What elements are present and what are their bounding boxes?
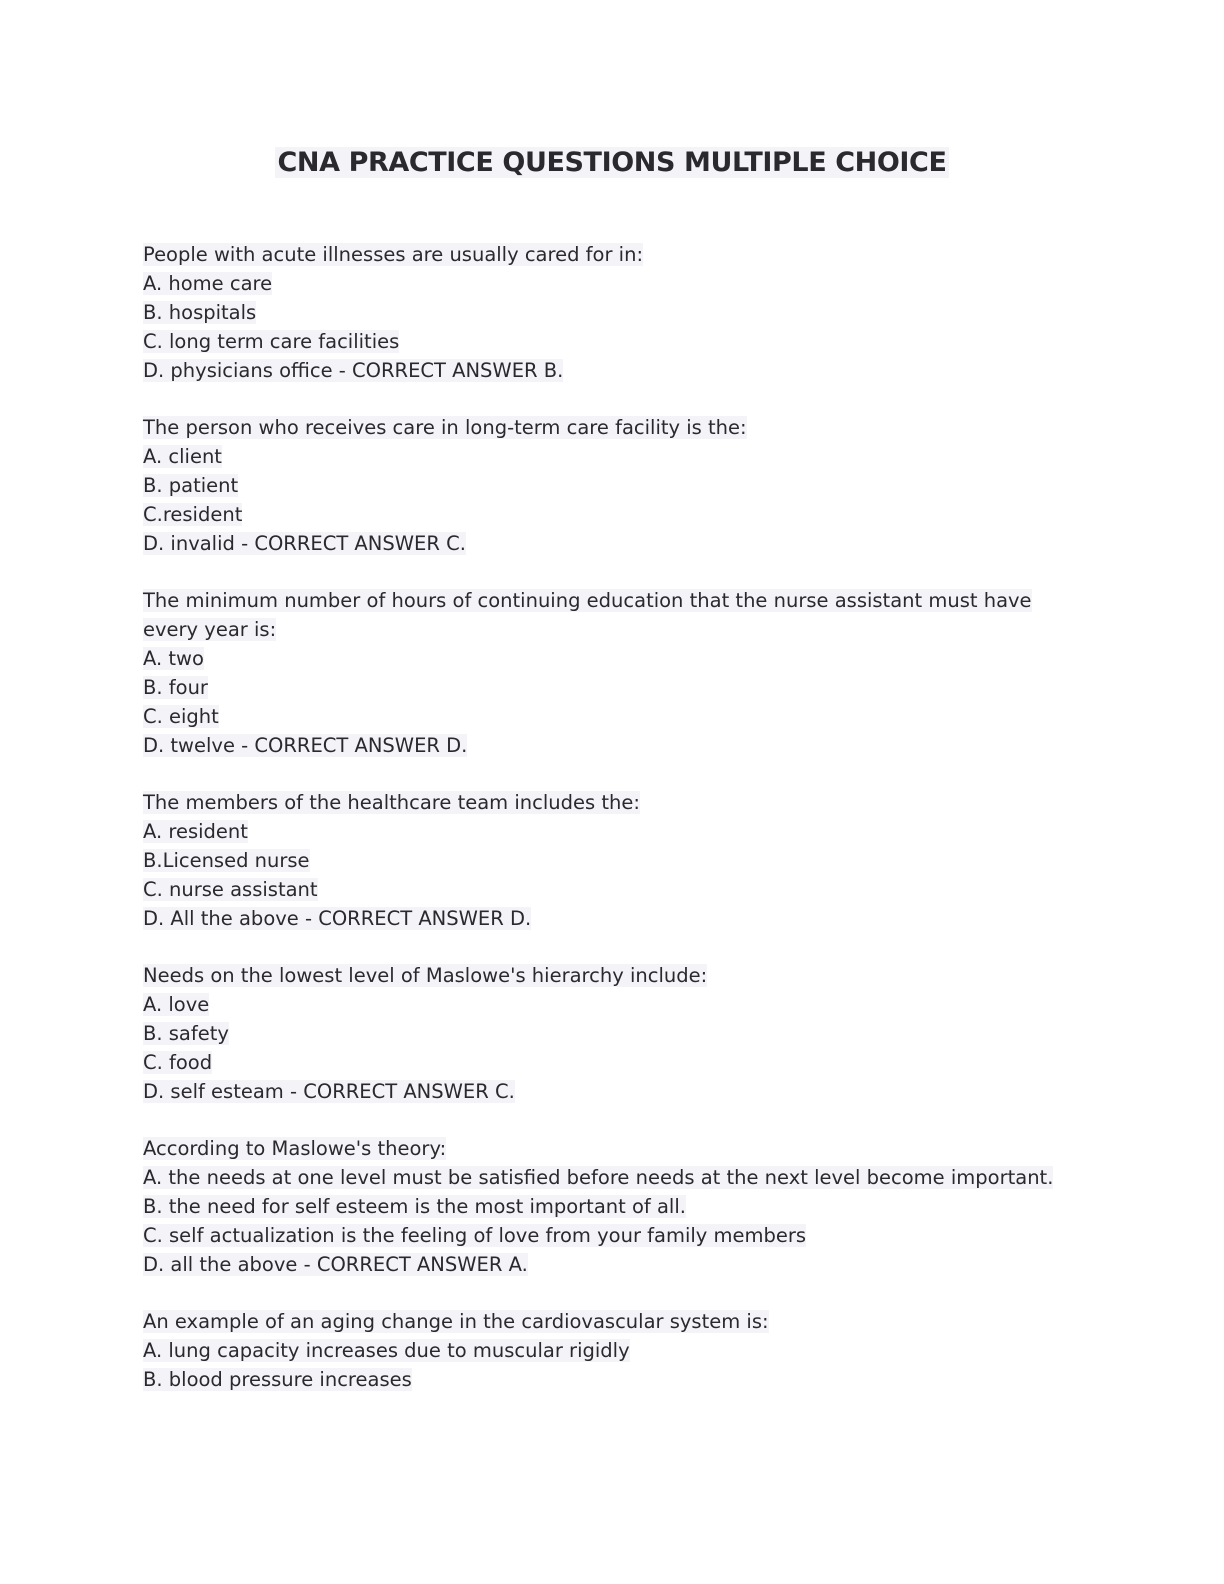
- answer-option: C.resident: [143, 503, 243, 526]
- document-title: CNA PRACTICE QUESTIONS MULTIPLE CHOICE: [277, 147, 947, 178]
- answer-option-with-correct-answer: D. All the above - CORRECT ANSWER D.: [143, 907, 532, 930]
- question-stem: Needs on the lowest level of Maslowe's hierarchy include:: [143, 964, 708, 987]
- answer-option: A. lung capacity increases due to muscular rigidly: [143, 1339, 630, 1362]
- answer-option: C. food: [143, 1051, 213, 1074]
- answer-option: A. home care: [143, 272, 273, 295]
- answer-option-with-correct-answer: D. twelve - CORRECT ANSWER D.: [143, 734, 468, 757]
- question-block: [143, 240, 1043, 385]
- answer-option: C. eight: [143, 705, 219, 728]
- question-stem: People with acute illnesses are usually cared for in:: [143, 243, 644, 266]
- question-block: [143, 788, 1043, 933]
- spacer: [143, 1106, 1043, 1134]
- question-block: [143, 413, 1043, 558]
- answer-option: A. love: [143, 993, 210, 1016]
- answer-option: A. client: [143, 445, 222, 468]
- answer-option: A. resident: [143, 820, 248, 843]
- answer-option: B. hospitals: [143, 301, 257, 324]
- question-stem: The person who receives care in long-term care facility is the:: [143, 416, 747, 439]
- spacer: [143, 558, 1043, 586]
- answer-option-with-correct-answer: D. self esteam - CORRECT ANSWER C.: [143, 1080, 515, 1103]
- question-stem: The minimum number of hours of continuing education that the nurse assistant must have: [143, 589, 1032, 612]
- answer-option-with-correct-answer: D. physicians office - CORRECT ANSWER B.: [143, 359, 564, 382]
- question-stem: According to Maslowe's theory:: [143, 1137, 447, 1160]
- answer-option: C. self actualization is the feeling of love from your family members: [143, 1224, 807, 1247]
- question-block: [143, 961, 1043, 1106]
- question-stem: The members of the healthcare team includes the:: [143, 791, 640, 814]
- answer-option-with-correct-answer: D. invalid - CORRECT ANSWER C.: [143, 532, 466, 555]
- answer-option: A. two: [143, 647, 204, 670]
- answer-option-with-correct-answer: D. all the above - CORRECT ANSWER A.: [143, 1253, 528, 1276]
- question-stem: every year is:: [143, 618, 277, 641]
- spacer: [143, 1279, 1043, 1307]
- answer-option: B. blood pressure increases: [143, 1368, 412, 1391]
- spacer: [143, 385, 1043, 413]
- spacer: [143, 933, 1043, 961]
- answer-option: C. nurse assistant: [143, 878, 318, 901]
- spacer: [143, 760, 1043, 788]
- answer-option: B. patient: [143, 474, 239, 497]
- question-block: [143, 1307, 1043, 1394]
- answer-option: B. the need for self esteem is the most important of all.: [143, 1195, 686, 1218]
- answer-option: B. four: [143, 676, 208, 699]
- answer-option: C. long term care facilities: [143, 330, 400, 353]
- question-block: [143, 1134, 1054, 1279]
- answer-option: B. safety: [143, 1022, 229, 1045]
- question-stem: An example of an aging change in the cardiovascular system is:: [143, 1310, 769, 1333]
- question-block: [143, 586, 1043, 760]
- questions-list: [143, 240, 1054, 1394]
- answer-option: A. the needs at one level must be satisfied before needs at the next level become important.: [143, 1166, 1054, 1189]
- answer-option: B.Licensed nurse: [143, 849, 310, 872]
